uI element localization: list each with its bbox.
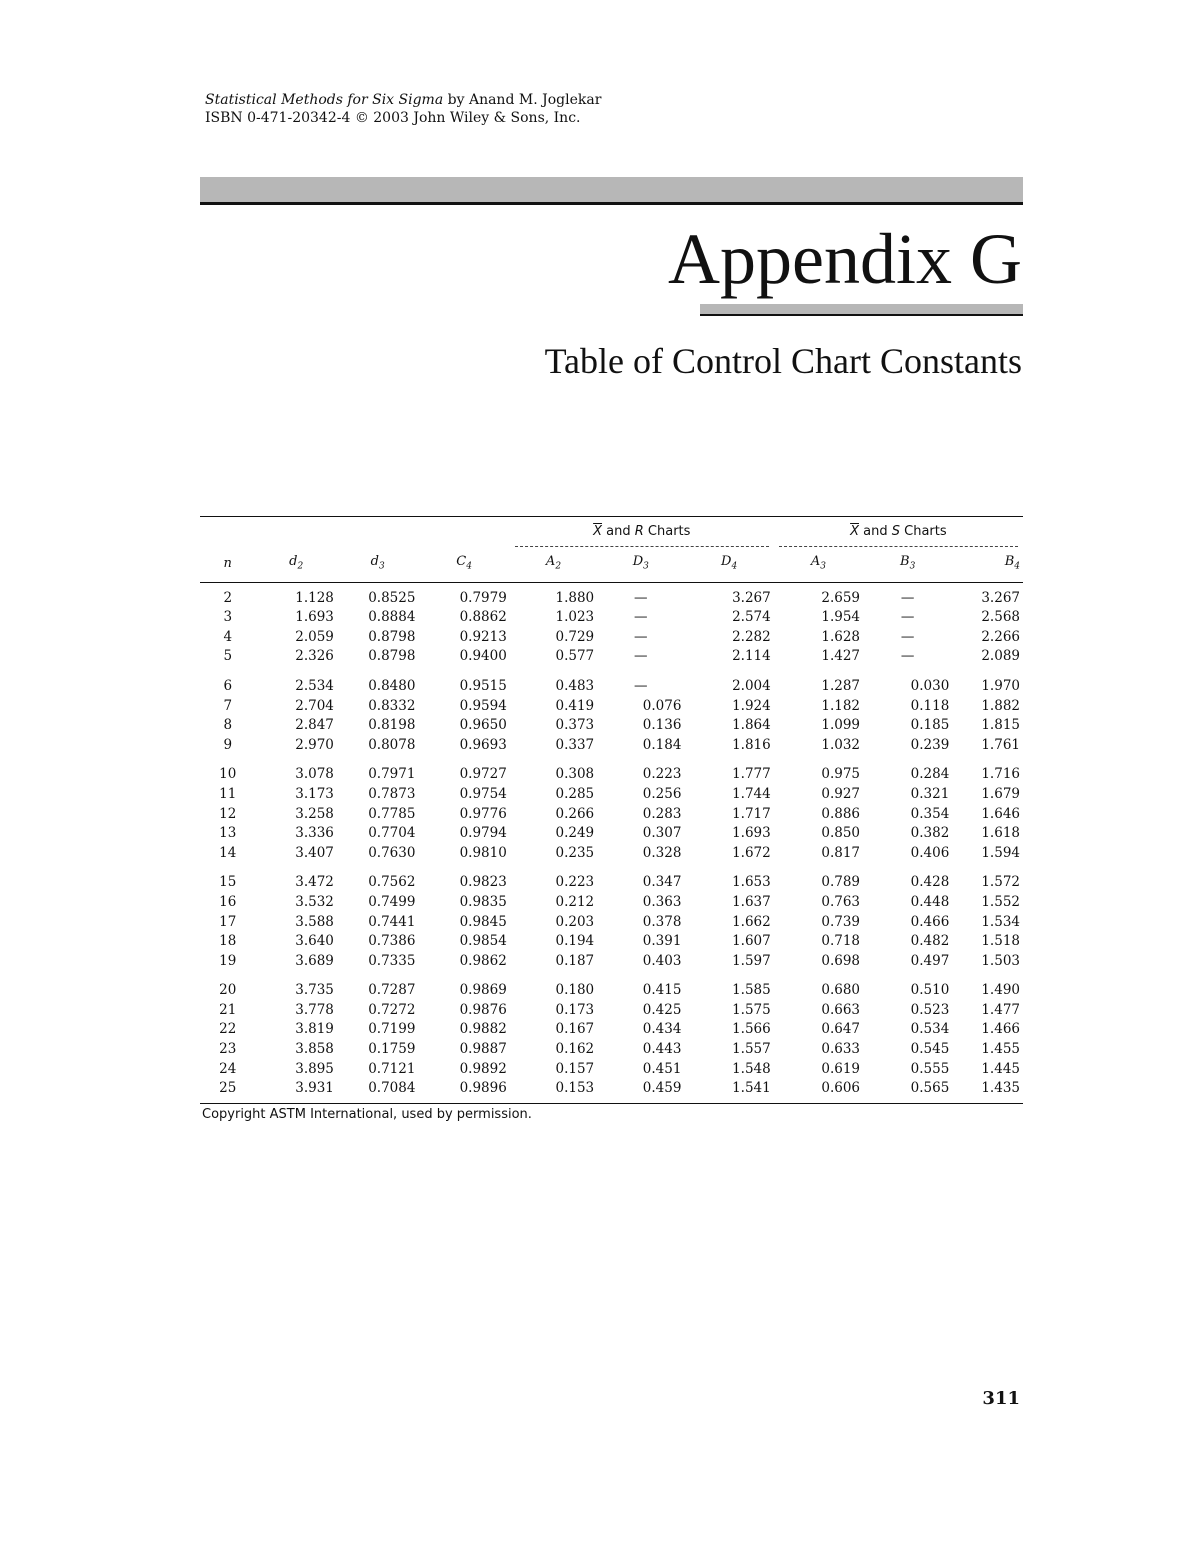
table-cell: 0.789	[821, 874, 861, 891]
table-cell: 0.7441	[368, 913, 416, 930]
group-header-x-r-charts: $\overline{X}$ and R Charts	[510, 517, 774, 547]
column-header-a3: $A_3$	[774, 547, 863, 582]
table-cell: 0.180	[555, 982, 595, 999]
table-cell: 0.382	[910, 825, 950, 842]
table-group-header-row	[200, 517, 1023, 547]
cell-n: 12	[219, 805, 237, 822]
table-cell: 1.490	[981, 982, 1020, 999]
table-cell: 0.663	[821, 1001, 861, 1018]
table-cell: 0.482	[910, 933, 950, 950]
table-cell: 1.575	[732, 1001, 771, 1018]
isbn-line: ISBN 0-471-20342-4 © 2003 John Wiley & Sons, Inc.	[205, 110, 581, 126]
table-cell: 0.030	[910, 677, 950, 694]
table-cell: —	[634, 648, 648, 665]
table-cell: 0.212	[555, 893, 595, 910]
table-cell: 3.778	[295, 1001, 334, 1018]
table-row	[200, 667, 1023, 697]
table-body	[200, 582, 1023, 1103]
cell-n: 3	[223, 609, 233, 626]
table-row	[200, 971, 1023, 1001]
column-header-d4: $D_4$	[684, 547, 773, 582]
table-cell: 1.287	[821, 677, 861, 694]
table-cell: 0.285	[555, 785, 595, 802]
table-row	[200, 697, 1023, 717]
table-cell: 1.693	[295, 609, 334, 626]
table-cell: 0.7287	[368, 982, 416, 999]
table-cell: 1.618	[981, 825, 1020, 842]
table-row	[200, 736, 1023, 756]
table-cell: 0.9854	[459, 933, 507, 950]
table-cell: 1.466	[981, 1021, 1020, 1038]
table-row	[200, 844, 1023, 864]
table-cell: 0.448	[910, 893, 950, 910]
table-cell: 0.076	[642, 697, 682, 714]
table-cell: 1.597	[732, 952, 771, 969]
cell-n: 10	[219, 766, 237, 783]
table-cell: 1.653	[732, 874, 771, 891]
table-cell: 0.7979	[459, 589, 507, 606]
cell-n: 20	[219, 982, 237, 999]
table-cell: 1.518	[981, 933, 1020, 950]
title-underline-bar	[700, 304, 1023, 314]
table-cell: 3.532	[295, 893, 334, 910]
table-cell: 0.187	[555, 952, 595, 969]
table-cell: 0.606	[774, 1079, 863, 1103]
table-cell: 2.326	[295, 648, 334, 665]
table-cell: 3.258	[295, 805, 334, 822]
table-cell: 0.7704	[368, 825, 416, 842]
table-cell: 0.975	[821, 766, 861, 783]
table-row	[200, 863, 1023, 893]
table-cell: 0.565	[863, 1079, 952, 1103]
table-cell: 0.8198	[368, 717, 416, 734]
table-row	[200, 1020, 1023, 1040]
table-cell: 0.7562	[368, 874, 416, 891]
column-header-d2: $d_2$	[255, 547, 336, 582]
table-cell: 1.646	[981, 805, 1020, 822]
table-cell: —	[900, 648, 915, 665]
table-cell: 1.924	[732, 697, 771, 714]
table-cell: 0.307	[642, 825, 682, 842]
table-cell: 0.7272	[368, 1001, 416, 1018]
cell-n: 23	[219, 1041, 237, 1058]
table-cell: 0.8480	[368, 677, 416, 694]
table-cell: 0.7630	[368, 844, 416, 861]
table-cell: 0.9882	[459, 1021, 507, 1038]
table-cell: 2.970	[295, 736, 334, 753]
table-cell: 0.9794	[459, 825, 507, 842]
table-cell: 0.9862	[459, 952, 507, 969]
table-cell: 0.451	[642, 1060, 682, 1077]
chapter-title: Appendix G	[668, 219, 1022, 299]
table-cell: 2.114	[732, 648, 771, 665]
table-cell: 0.157	[555, 1060, 595, 1077]
cell-n: 2	[223, 589, 233, 606]
table-cell: 1.672	[732, 844, 771, 861]
table-cell: 0.8078	[368, 736, 416, 753]
table-cell: 0.8798	[368, 628, 416, 645]
table-cell: 0.9845	[459, 913, 507, 930]
page-number: 311	[982, 1388, 1020, 1409]
chapter-subtitle: Table of Control Chart Constants	[544, 341, 1022, 381]
table-cell: 3.267	[732, 589, 771, 606]
table-cell: 0.223	[642, 766, 682, 783]
table-cell: 0.817	[821, 844, 861, 861]
table-cell: 0.633	[821, 1041, 861, 1058]
table-cell: 3.819	[295, 1021, 334, 1038]
table-row	[200, 805, 1023, 825]
table-row	[200, 1060, 1023, 1080]
table-row	[200, 716, 1023, 736]
table-cell: 1.455	[981, 1041, 1020, 1058]
table-cell: 0.9896	[418, 1079, 509, 1103]
table-cell: 1.503	[981, 952, 1020, 969]
table-cell: 0.328	[642, 844, 682, 861]
cell-n: 15	[219, 874, 237, 891]
table-cell: 0.534	[910, 1021, 950, 1038]
table-cell: 3.735	[295, 982, 334, 999]
table-cell: 0.927	[821, 785, 861, 802]
table-cell: 0.698	[821, 952, 861, 969]
table-cell: 1.777	[732, 766, 771, 783]
table-cell: 1.572	[981, 874, 1020, 891]
cell-n: 24	[219, 1060, 237, 1077]
book-author: by Anand M. Joglekar	[443, 92, 602, 108]
table-cell: 0.9594	[459, 697, 507, 714]
table-cell: 0.249	[555, 825, 595, 842]
table-cell: 0.497	[910, 952, 950, 969]
table-cell: 3.640	[295, 933, 334, 950]
table-cell: 0.7121	[368, 1060, 416, 1077]
table-cell: 0.184	[642, 736, 682, 753]
column-header-a2: $A_2$	[510, 547, 597, 582]
table-cell: 0.337	[555, 736, 595, 753]
table-cell: 0.428	[910, 874, 950, 891]
table-cell: 0.7873	[368, 785, 416, 802]
table-cell: 3.895	[295, 1060, 334, 1077]
table-cell: 3.267	[981, 589, 1020, 606]
table-cell: 3.588	[295, 913, 334, 930]
table-cell: 0.136	[642, 717, 682, 734]
cell-n: 17	[219, 913, 237, 930]
table-cell: 1.716	[981, 766, 1020, 783]
cell-n: 7	[223, 697, 233, 714]
table-cell: 3.858	[295, 1041, 334, 1058]
cell-n: 8	[223, 717, 233, 734]
table-cell: 0.9213	[459, 628, 507, 645]
table-cell: 0.266	[555, 805, 595, 822]
cell-n: 13	[219, 825, 237, 842]
column-header-n: n	[200, 547, 255, 582]
group-header-x-s-charts: $\overline{X}$ and S Charts	[774, 517, 1023, 547]
table-cell: 0.1759	[368, 1041, 416, 1058]
table-cell: 0.510	[910, 982, 950, 999]
table-cell: 0.406	[910, 844, 950, 861]
table-cell: —	[634, 609, 648, 626]
table-row	[200, 755, 1023, 785]
table-cell: 0.577	[555, 648, 595, 665]
table-cell: 2.282	[732, 628, 771, 645]
table-cell: 0.850	[821, 825, 861, 842]
cell-n: 6	[223, 677, 233, 694]
table-cell: 3.931	[255, 1079, 336, 1103]
cell-n: 22	[219, 1021, 237, 1038]
table-cell: 0.7199	[368, 1021, 416, 1038]
cell-n: 18	[219, 933, 237, 950]
table-row	[200, 952, 1023, 972]
cell-n: 9	[223, 736, 233, 753]
table-cell: 0.555	[910, 1060, 950, 1077]
table-cell: —	[900, 628, 915, 645]
table-cell: 0.8525	[368, 589, 416, 606]
table-cell: 0.167	[555, 1021, 595, 1038]
cell-n: 19	[219, 952, 237, 969]
table-cell: 1.815	[981, 717, 1020, 734]
table-cell: 2.574	[732, 609, 771, 626]
table-cell: 0.7971	[368, 766, 416, 783]
table-cell: 0.9727	[459, 766, 507, 783]
book-title: Statistical Methods for Six Sigma	[205, 92, 444, 108]
table-cell: 1.552	[981, 893, 1020, 910]
table-cell: 0.9754	[459, 785, 507, 802]
table-cell: 2.568	[981, 609, 1020, 626]
cell-n: 21	[219, 1001, 237, 1018]
table-cell: 1.662	[732, 913, 771, 930]
table-cell: 1.864	[732, 717, 771, 734]
column-header-c4: $C_4$	[418, 547, 509, 582]
table-cell: 1.607	[732, 933, 771, 950]
table-cell: 0.8798	[368, 648, 416, 665]
table-cell: 0.419	[555, 697, 595, 714]
table-row	[200, 608, 1023, 628]
table-cell: 0.283	[642, 805, 682, 822]
table-cell: 0.7785	[368, 805, 416, 822]
table-cell: 0.9892	[459, 1060, 507, 1077]
table-cell: 0.162	[555, 1041, 595, 1058]
table-cell: 0.235	[555, 844, 595, 861]
table-cell: 0.466	[910, 913, 950, 930]
cell-n: 14	[219, 844, 237, 861]
table-cell: 0.256	[642, 785, 682, 802]
table-cell: —	[634, 589, 648, 606]
table-cell: 1.744	[732, 785, 771, 802]
table-row	[200, 582, 1023, 608]
table-cell: 1.557	[732, 1041, 771, 1058]
table-cell: 2.089	[981, 648, 1020, 665]
column-header-d3: $d_3$	[337, 547, 419, 582]
table-row	[200, 785, 1023, 805]
table-cell: 0.8862	[459, 609, 507, 626]
table-cell: 0.373	[555, 717, 595, 734]
table-cell: 1.023	[555, 609, 595, 626]
table-cell: 3.336	[295, 825, 334, 842]
table-cell: 3.078	[295, 766, 334, 783]
table-column-header-row	[200, 547, 1023, 582]
table-cell: 1.435	[952, 1079, 1023, 1103]
table-row	[200, 824, 1023, 844]
table-cell: 1.816	[732, 736, 771, 753]
table-cell: 3.407	[295, 844, 334, 861]
table-cell: 1.566	[732, 1021, 771, 1038]
table-cell: 1.880	[555, 589, 595, 606]
table-cell: 2.004	[732, 677, 771, 694]
control-chart-constants-table	[200, 516, 1023, 1104]
table-cell: 0.223	[555, 874, 595, 891]
table-cell: —	[900, 609, 915, 626]
table-cell: 0.483	[555, 677, 595, 694]
table-cell: 0.647	[821, 1021, 861, 1038]
table-cell: 0.378	[642, 913, 682, 930]
chapter-header-bar	[200, 177, 1023, 202]
table-cell: 1.477	[981, 1001, 1020, 1018]
table-cell: 0.739	[821, 913, 861, 930]
table-row	[200, 1040, 1023, 1060]
table-row	[200, 913, 1023, 933]
table-cell: 1.717	[732, 805, 771, 822]
table-cell: 1.594	[981, 844, 1020, 861]
table-cell: 1.032	[821, 736, 861, 753]
table-cell: 1.882	[981, 697, 1020, 714]
table-cell: 2.704	[295, 697, 334, 714]
cell-n: 16	[219, 893, 237, 910]
table-cell: 0.403	[642, 952, 682, 969]
table-cell: 2.659	[821, 589, 861, 606]
table-cell: —	[634, 677, 648, 694]
table-row	[200, 628, 1023, 648]
table-cell: 0.173	[555, 1001, 595, 1018]
table-row	[200, 1079, 1023, 1103]
table-cell: 0.9776	[459, 805, 507, 822]
table-cell: 3.472	[295, 874, 334, 891]
table-cell: 0.8884	[368, 609, 416, 626]
cell-n: 11	[219, 785, 237, 802]
table-cell: 0.9693	[459, 736, 507, 753]
table-cell: 1.541	[684, 1079, 773, 1103]
table-cell: 0.347	[642, 874, 682, 891]
cell-n: 5	[223, 648, 233, 665]
table-cell: 1.534	[981, 913, 1020, 930]
table-cell: 1.585	[732, 982, 771, 999]
table-cell: 1.954	[821, 609, 861, 626]
table-cell: 0.545	[910, 1041, 950, 1058]
table-cell: 0.308	[555, 766, 595, 783]
table-cell: 2.534	[295, 677, 334, 694]
table-cell: 0.619	[821, 1060, 861, 1077]
table-cell: 0.9810	[459, 844, 507, 861]
table-cell: 0.718	[821, 933, 861, 950]
table-cell: 0.425	[642, 1001, 682, 1018]
table-cell: 2.847	[295, 717, 334, 734]
table-cell: 0.415	[642, 982, 682, 999]
table-cell: 0.7335	[368, 952, 416, 969]
table-cell: 0.459	[597, 1079, 684, 1103]
table-row	[200, 932, 1023, 952]
table-cell: 0.7084	[337, 1079, 419, 1103]
table-cell: 3.689	[295, 952, 334, 969]
table-cell: —	[900, 589, 915, 606]
table-cell: 1.427	[821, 648, 861, 665]
table-cell: 0.9823	[459, 874, 507, 891]
table-row	[200, 893, 1023, 913]
table-cell: 0.239	[910, 736, 950, 753]
book-citation-line	[205, 92, 601, 109]
table-cell: 3.173	[295, 785, 334, 802]
table-cell: 1.637	[732, 893, 771, 910]
table-cell: 1.445	[981, 1060, 1020, 1077]
table-row	[200, 647, 1023, 667]
table-cell: 0.8332	[368, 697, 416, 714]
table-cell: 0.153	[510, 1079, 597, 1103]
column-header-b3: $B_3$	[863, 547, 952, 582]
table-cell: 0.7499	[368, 893, 416, 910]
table-cell: 1.693	[732, 825, 771, 842]
table-cell: 0.391	[642, 933, 682, 950]
table-cell: 0.9650	[459, 717, 507, 734]
table-cell: 0.284	[910, 766, 950, 783]
table-cell: 0.434	[642, 1021, 682, 1038]
cell-n: 25	[200, 1079, 255, 1103]
table-cell: 1.128	[295, 589, 334, 606]
table-cell: 0.118	[910, 697, 950, 714]
table-cell: 0.9887	[459, 1041, 507, 1058]
table-cell: 2.266	[981, 628, 1020, 645]
column-header-b4: $B_4$	[952, 547, 1023, 582]
table-cell: 0.680	[821, 982, 861, 999]
table-cell: 0.321	[910, 785, 950, 802]
title-underline-rule	[700, 314, 1023, 316]
table-cell: 2.059	[295, 628, 334, 645]
table-cell: 0.194	[555, 933, 595, 950]
table-cell: 0.9400	[459, 648, 507, 665]
table-cell: 0.9835	[459, 893, 507, 910]
table-cell: 0.7386	[368, 933, 416, 950]
table-cell: 0.354	[910, 805, 950, 822]
table-cell: 0.185	[910, 717, 950, 734]
column-header-d3: $D_3$	[597, 547, 684, 582]
table-cell: 1.099	[821, 717, 861, 734]
table-cell: 0.523	[910, 1001, 950, 1018]
table-cell: 1.628	[821, 628, 861, 645]
table-cell: 0.9515	[459, 677, 507, 694]
table-cell: 0.363	[642, 893, 682, 910]
table-cell: 0.763	[821, 893, 861, 910]
table-cell: 0.9876	[459, 1001, 507, 1018]
table-cell: 0.886	[821, 805, 861, 822]
table-cell: 1.182	[821, 697, 861, 714]
table-cell: 0.203	[555, 913, 595, 930]
table-cell: 0.9869	[459, 982, 507, 999]
table-row	[200, 1001, 1023, 1021]
table-cell: 1.761	[981, 736, 1020, 753]
cell-n: 4	[223, 628, 233, 645]
table-cell: 0.443	[642, 1041, 682, 1058]
table-cell: 1.970	[981, 677, 1020, 694]
chapter-header-rule	[200, 202, 1023, 205]
table-cell: 1.548	[732, 1060, 771, 1077]
table-cell: 1.679	[981, 785, 1020, 802]
table-cell: —	[634, 628, 648, 645]
table-cell: 0.729	[555, 628, 595, 645]
copyright-note: Copyright ASTM International, used by permission.	[202, 1107, 532, 1122]
